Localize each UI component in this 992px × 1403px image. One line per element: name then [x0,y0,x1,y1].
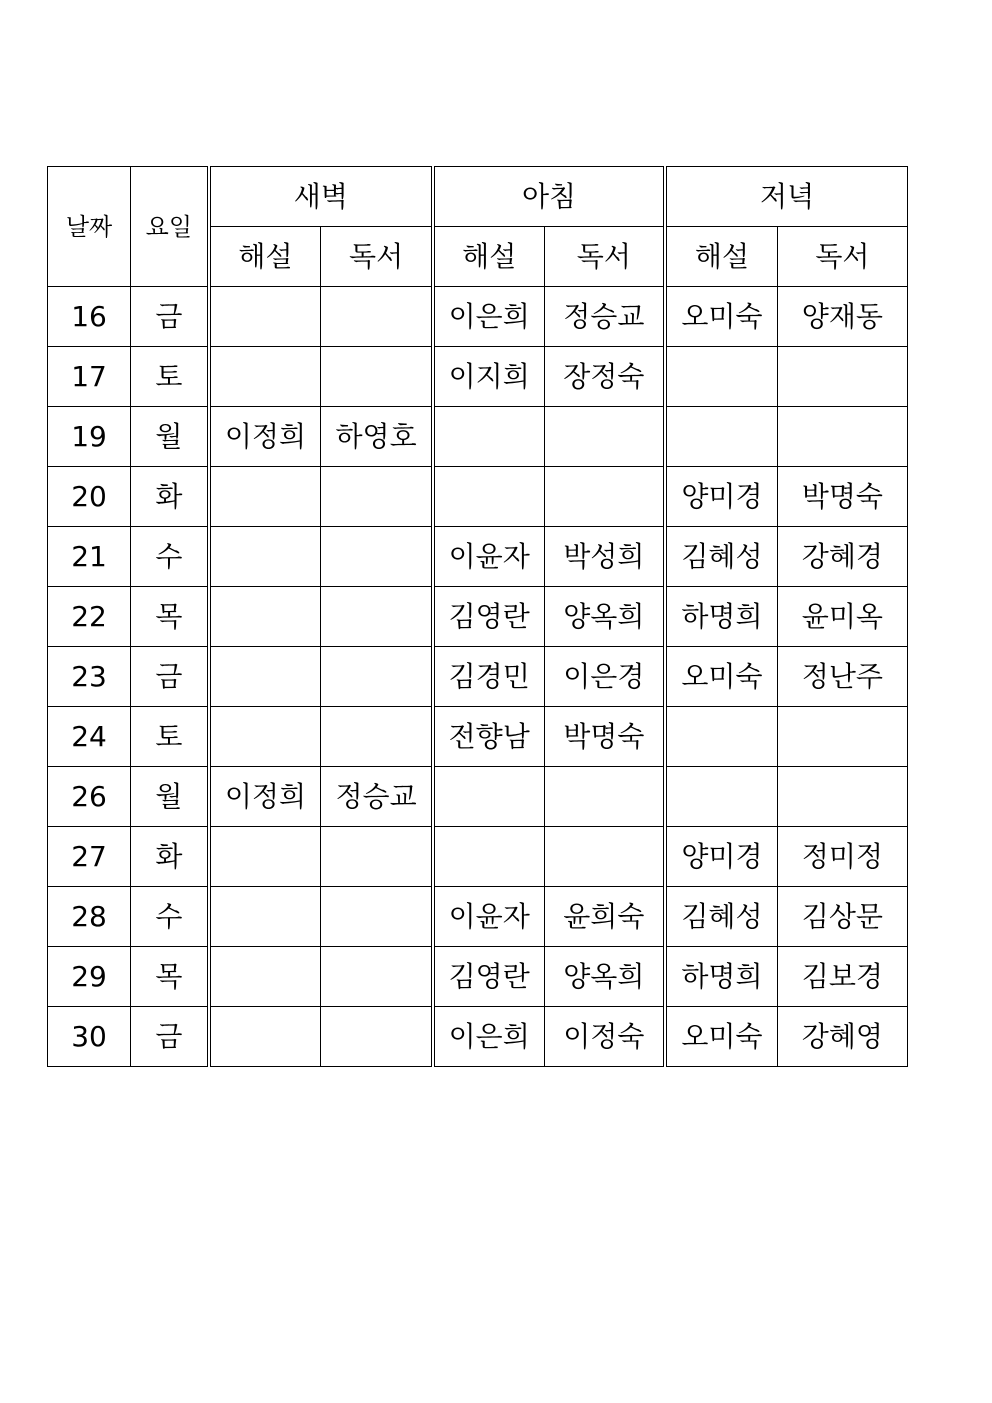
table-row [48,1007,908,1067]
table-row [48,407,908,467]
dawn-commentary-cell [209,647,321,707]
table-row [48,467,908,527]
day-cell: 목 [131,587,209,647]
morning-commentary-cell: 이은희 [433,287,544,347]
morning-reading-cell [544,407,665,467]
morning-commentary-cell: 전향남 [433,707,544,767]
day-cell: 금 [131,287,209,347]
date-cell: 22 [48,587,131,647]
header-group-evening: 저녁 [665,167,907,227]
evening-reading-cell: 양재동 [777,287,907,347]
day-cell: 월 [131,767,209,827]
table-row [48,947,908,1007]
evening-reading-cell: 강혜영 [777,1007,907,1067]
schedule-body [48,287,908,1067]
dawn-reading-cell [321,1007,433,1067]
morning-commentary-cell [433,407,544,467]
evening-commentary-cell: 하명희 [665,947,777,1007]
header-sub-reading: 독서 [777,227,907,287]
evening-commentary-cell: 하명희 [665,587,777,647]
evening-commentary-cell [665,767,777,827]
evening-reading-cell: 김보경 [777,947,907,1007]
dawn-commentary-cell: 이정희 [209,767,321,827]
dawn-commentary-cell [209,287,321,347]
evening-reading-cell: 정미정 [777,827,907,887]
morning-commentary-cell: 이윤자 [433,527,544,587]
evening-reading-cell: 정난주 [777,647,907,707]
header-sub-commentary: 해설 [665,227,777,287]
header-group-morning: 아침 [433,167,665,227]
morning-reading-cell: 박명숙 [544,707,665,767]
date-cell: 28 [48,887,131,947]
dawn-commentary-cell [209,527,321,587]
morning-commentary-cell: 김경민 [433,647,544,707]
evening-reading-cell: 김상문 [777,887,907,947]
header-sub-reading: 독서 [544,227,665,287]
date-cell: 19 [48,407,131,467]
header-sub-reading: 독서 [321,227,433,287]
dawn-reading-cell: 정승교 [321,767,433,827]
evening-reading-cell [777,347,907,407]
dawn-commentary-cell: 이정희 [209,407,321,467]
header-day: 요일 [131,167,209,287]
morning-reading-cell: 양옥희 [544,947,665,1007]
date-cell: 23 [48,647,131,707]
morning-commentary-cell [433,767,544,827]
date-cell: 29 [48,947,131,1007]
evening-reading-cell: 강혜경 [777,527,907,587]
dawn-reading-cell [321,887,433,947]
header-date: 날짜 [48,167,131,287]
day-cell: 토 [131,707,209,767]
table-row [48,707,908,767]
morning-reading-cell: 이정숙 [544,1007,665,1067]
date-cell: 24 [48,707,131,767]
morning-reading-cell: 박성희 [544,527,665,587]
morning-commentary-cell: 김영란 [433,947,544,1007]
morning-reading-cell [544,827,665,887]
evening-commentary-cell: 김혜성 [665,887,777,947]
evening-commentary-cell [665,707,777,767]
dawn-commentary-cell [209,947,321,1007]
morning-reading-cell: 양옥희 [544,587,665,647]
table-row [48,587,908,647]
dawn-reading-cell [321,827,433,887]
morning-commentary-cell: 이은희 [433,1007,544,1067]
day-cell: 수 [131,887,209,947]
schedule-table [47,166,908,1067]
dawn-commentary-cell [209,1007,321,1067]
table-row [48,347,908,407]
evening-commentary-cell: 오미숙 [665,647,777,707]
day-cell: 월 [131,407,209,467]
day-cell: 화 [131,467,209,527]
morning-commentary-cell [433,827,544,887]
dawn-commentary-cell [209,707,321,767]
dawn-reading-cell [321,347,433,407]
evening-commentary-cell: 오미숙 [665,1007,777,1067]
morning-reading-cell [544,467,665,527]
dawn-commentary-cell [209,347,321,407]
morning-reading-cell: 이은경 [544,647,665,707]
evening-reading-cell [777,767,907,827]
morning-commentary-cell: 김영란 [433,587,544,647]
dawn-reading-cell: 하영호 [321,407,433,467]
day-cell: 금 [131,647,209,707]
evening-reading-cell [777,407,907,467]
dawn-reading-cell [321,527,433,587]
evening-commentary-cell: 양미경 [665,827,777,887]
table-row [48,827,908,887]
table-row [48,287,908,347]
evening-reading-cell: 윤미옥 [777,587,907,647]
date-cell: 21 [48,527,131,587]
day-cell: 화 [131,827,209,887]
date-cell: 16 [48,287,131,347]
morning-reading-cell: 윤희숙 [544,887,665,947]
evening-reading-cell [777,707,907,767]
day-cell: 수 [131,527,209,587]
evening-commentary-cell [665,347,777,407]
dawn-reading-cell [321,707,433,767]
date-cell: 26 [48,767,131,827]
dawn-reading-cell [321,287,433,347]
evening-commentary-cell: 김혜성 [665,527,777,587]
dawn-reading-cell [321,947,433,1007]
evening-reading-cell: 박명숙 [777,467,907,527]
day-cell: 목 [131,947,209,1007]
dawn-commentary-cell [209,887,321,947]
dawn-reading-cell [321,647,433,707]
day-cell: 토 [131,347,209,407]
dawn-reading-cell [321,467,433,527]
morning-commentary-cell: 이지희 [433,347,544,407]
morning-commentary-cell [433,467,544,527]
table-row [48,527,908,587]
day-cell: 금 [131,1007,209,1067]
table-row [48,887,908,947]
evening-commentary-cell [665,407,777,467]
header-row-groups [48,167,908,227]
morning-reading-cell: 정승교 [544,287,665,347]
table-row [48,767,908,827]
evening-commentary-cell: 오미숙 [665,287,777,347]
table-row [48,647,908,707]
dawn-commentary-cell [209,587,321,647]
header-sub-commentary: 해설 [209,227,321,287]
date-cell: 17 [48,347,131,407]
dawn-commentary-cell [209,467,321,527]
evening-commentary-cell: 양미경 [665,467,777,527]
header-sub-commentary: 해설 [433,227,544,287]
date-cell: 30 [48,1007,131,1067]
morning-reading-cell [544,767,665,827]
dawn-commentary-cell [209,827,321,887]
morning-commentary-cell: 이윤자 [433,887,544,947]
morning-reading-cell: 장정숙 [544,347,665,407]
dawn-reading-cell [321,587,433,647]
date-cell: 27 [48,827,131,887]
date-cell: 20 [48,467,131,527]
header-group-dawn: 새벽 [209,167,433,227]
